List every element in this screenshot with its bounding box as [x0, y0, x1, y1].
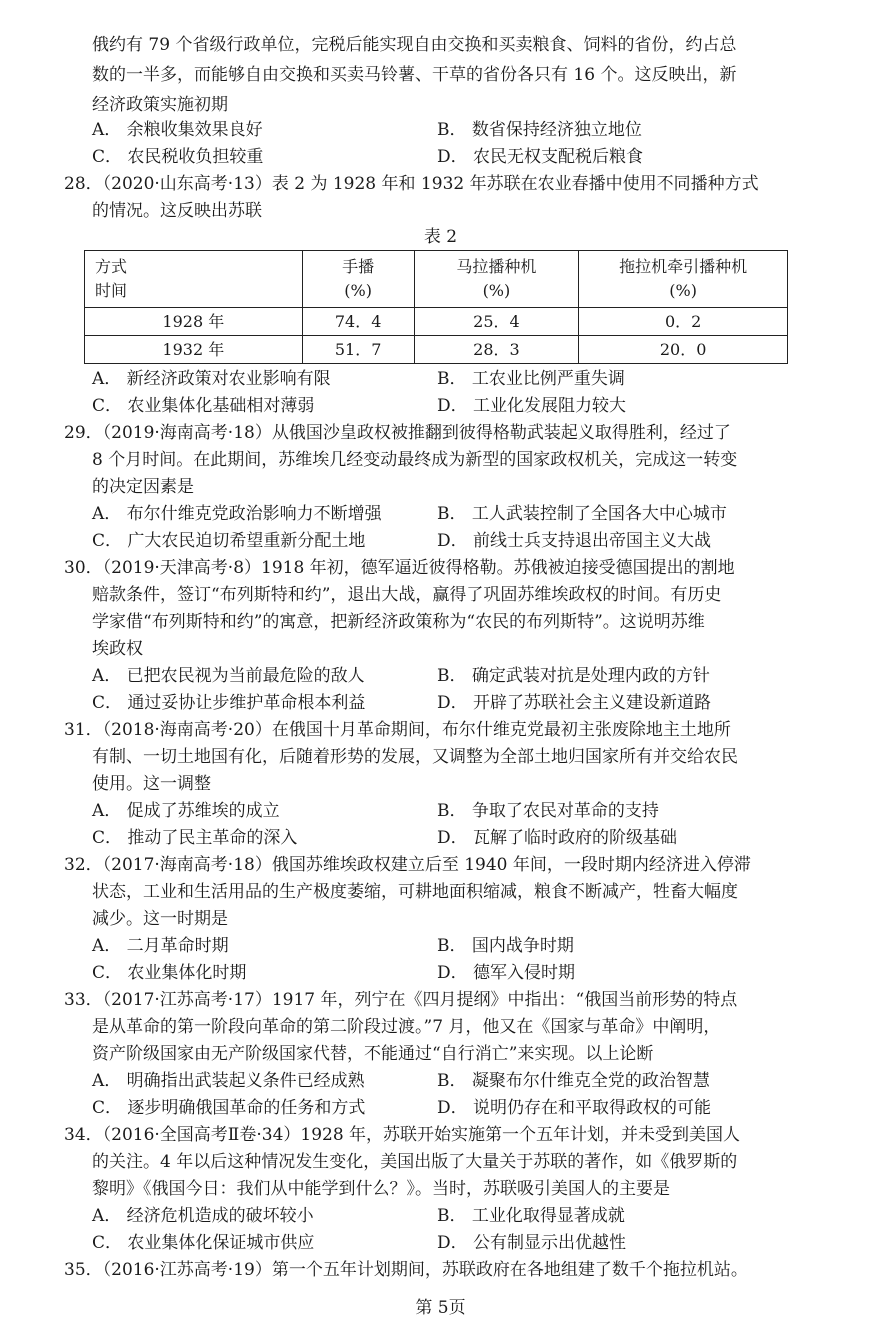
column-header: [414, 251, 579, 308]
row-year: 1928 年: [85, 308, 303, 336]
corner-label-time: 时间: [95, 281, 128, 300]
question-stem-line: 34．（2016·全国高考Ⅱ卷·34）1928 年，苏联开始实施第一个五年计划，并未受到美国人: [64, 1125, 741, 1145]
table-caption: 表 2: [423, 227, 458, 247]
q30-option-d: D． 开辟了苏联社会主义建设新道路: [437, 693, 712, 713]
question-stem-line: 学家借“布列斯特和约”的寓意，把新经济政策称为“农民的布列斯特”。这说明苏维: [92, 612, 705, 632]
q30-option-b: B． 确定武装对抗是处理内政的方针: [437, 666, 710, 686]
q33-option-a: A． 明确指出武装起义条件已经成熟: [92, 1071, 365, 1091]
question-stem-line: 是从革命的第一阶段向革命的第二阶段过渡。”7 月，他又在《国家与革命》中阐明，: [92, 1017, 721, 1037]
q31-option-d: D． 瓦解了临时政府的阶级基础: [437, 828, 678, 848]
q31-option-b: B． 争取了农民对革命的支持: [437, 801, 659, 821]
q27-option-d: D． 农民无权支配税后粮食: [437, 147, 644, 167]
column-header: [302, 251, 414, 308]
q33-option-d: D． 说明仍存在和平取得政权的可能: [437, 1098, 712, 1118]
table-header-row: [85, 251, 788, 308]
q29-option-b: B． 工人武装控制了全国各大中心城市: [437, 504, 727, 524]
q28-option-a: A． 新经济政策对农业影响有限: [92, 369, 331, 389]
question-stem-line: 35．（2016·江苏高考·19）第一个五年计划期间，苏联政府在各地组建了数千个拖拉机站。: [64, 1260, 748, 1280]
question-stem-line: 的决定因素是: [92, 477, 194, 497]
q28-option-d: D． 工业化发展阻力较大: [437, 396, 627, 416]
text-line: 俄约有 79 个省级行政单位，完税后能实现自由交换和买卖粮食、饲料的省份，约占总: [92, 35, 737, 55]
q29-option-d: D． 前线士兵支持退出帝国主义大战: [437, 531, 712, 551]
q32-option-b: B． 国内战争时期: [437, 936, 574, 956]
table-row: [85, 308, 788, 336]
question-stem-line: 32．（2017·海南高考·18）俄国苏维埃政权建立后至 1940 年间，一段时期内经济进入停滞: [64, 855, 751, 875]
question-stem-line: 有制、一切土地国有化，后随着形势的发展，又调整为全部土地归国家所有并交给农民: [92, 747, 738, 767]
q27-option-b: B． 数省保持经济独立地位: [437, 120, 642, 140]
question-stem-line: 使用。这一调整: [92, 774, 211, 794]
question-stem-line: 黎明》《俄国今日：我们从中能学到什么？》。当时，苏联吸引美国人的主要是: [92, 1179, 670, 1199]
column-unit: (%): [669, 281, 697, 300]
sowing-methods-table: [84, 250, 788, 364]
table-corner-header: [85, 251, 303, 308]
q27-option-c: C． 农民税收负担较重: [92, 147, 264, 167]
q31-option-c: C． 推动了民主革命的深入: [92, 828, 298, 848]
question-stem-line: 8 个月时间。在此期间，苏维埃几经变动最终成为新型的国家政权机关，完成这一转变: [92, 450, 738, 470]
q30-option-a: A． 已把农民视为当前最危险的敌人: [92, 666, 365, 686]
question-stem-line: 30．（2019·天津高考·8）1918 年初，德军逼近彼得格勒。苏俄被迫接受德国提出的割地: [64, 558, 735, 578]
table-cell: 74．4: [302, 308, 414, 336]
q29-option-a: A． 布尔什维克党政治影响力不断增强: [92, 504, 382, 524]
question-stem-line: 状态，工业和生活用品的生产极度萎缩，可耕地面积缩减，粮食不断减产，牲畜大幅度: [92, 882, 738, 902]
q28-option-c: C． 农业集体化基础相对薄弱: [92, 396, 315, 416]
q32-option-a: A． 二月革命时期: [92, 936, 229, 956]
q27-option-a: A． 余粮收集效果良好: [92, 120, 263, 140]
q31-option-a: A． 促成了苏维埃的成立: [92, 801, 280, 821]
column-name: 手播: [342, 257, 375, 276]
question-stem-line: 28．（2020·山东高考·13）表 2 为 1928 年和 1932 年苏联在农业春播中使用不同播种方式: [64, 174, 759, 194]
corner-label-method: 方式: [95, 257, 128, 276]
q34-option-b: B． 工业化取得显著成就: [437, 1206, 625, 1226]
table-cell: 0．2: [579, 308, 788, 336]
q30-option-c: C． 通过妥协让步维护革命根本利益: [92, 693, 366, 713]
table-cell: 20．0: [579, 336, 788, 364]
q34-option-d: D． 公有制显示出优越性: [437, 1233, 627, 1253]
table-row: [85, 336, 788, 364]
q32-option-c: C． 农业集体化时期: [92, 963, 247, 983]
question-stem-line: 的情况。这反映出苏联: [92, 201, 262, 221]
question-stem-line: 赔款条件，签订“布列斯特和约”，退出大战，赢得了巩固苏维埃政权的时间。有历史: [92, 585, 722, 605]
column-header: [579, 251, 788, 308]
q29-option-c: C． 广大农民迫切希望重新分配土地: [92, 531, 366, 551]
q34-option-a: A． 经济危机造成的破坏较小: [92, 1206, 314, 1226]
q32-option-d: D． 德军入侵时期: [437, 963, 576, 983]
column-name: 马拉播种机: [456, 257, 537, 276]
column-unit: (%): [344, 281, 372, 300]
page-number: 第 5页: [415, 1298, 466, 1318]
q34-option-c: C． 农业集体化保证城市供应: [92, 1233, 315, 1253]
question-stem-line: 减少。这一时期是: [92, 909, 228, 929]
q28-option-b: B． 工农业比例严重失调: [437, 369, 625, 389]
text-line: 经济政策实施初期: [92, 95, 228, 115]
question-stem-line: 31．（2018·海南高考·20）在俄国十月革命期间，布尔什维克党最初主张废除地主土地所: [64, 720, 731, 740]
row-year: 1932 年: [85, 336, 303, 364]
question-stem-line: 29．（2019·海南高考·18）从俄国沙皇政权被推翻到彼得格勒武装起义取得胜利，经过了: [64, 423, 731, 443]
q33-option-c: C． 逐步明确俄国革命的任务和方式: [92, 1098, 366, 1118]
question-stem-line: 33．（2017·江苏高考·17）1917 年，列宁在《四月提纲》中指出：“俄国当前形势的特点: [64, 990, 738, 1010]
q33-option-b: B． 凝聚布尔什维克全党的政治智慧: [437, 1071, 710, 1091]
column-name: 拖拉机牵引播种机: [619, 257, 748, 276]
question-stem-line: 的关注。4 年以后这种情况发生变化，美国出版了大量关于苏联的著作，如《俄罗斯的: [92, 1152, 738, 1172]
question-stem-line: 埃政权: [92, 639, 143, 659]
table-cell: 25．4: [414, 308, 579, 336]
text-line: 数的一半多，而能够自由交换和买卖马铃薯、干草的省份各只有 16 个。这反映出，新: [92, 65, 737, 85]
table-cell: 51．7: [302, 336, 414, 364]
table-cell: 28．3: [414, 336, 579, 364]
column-unit: (%): [482, 281, 511, 300]
question-stem-line: 资产阶级国家由无产阶级国家代替，不能通过“自行消亡”来实现。以上论断: [92, 1044, 654, 1064]
